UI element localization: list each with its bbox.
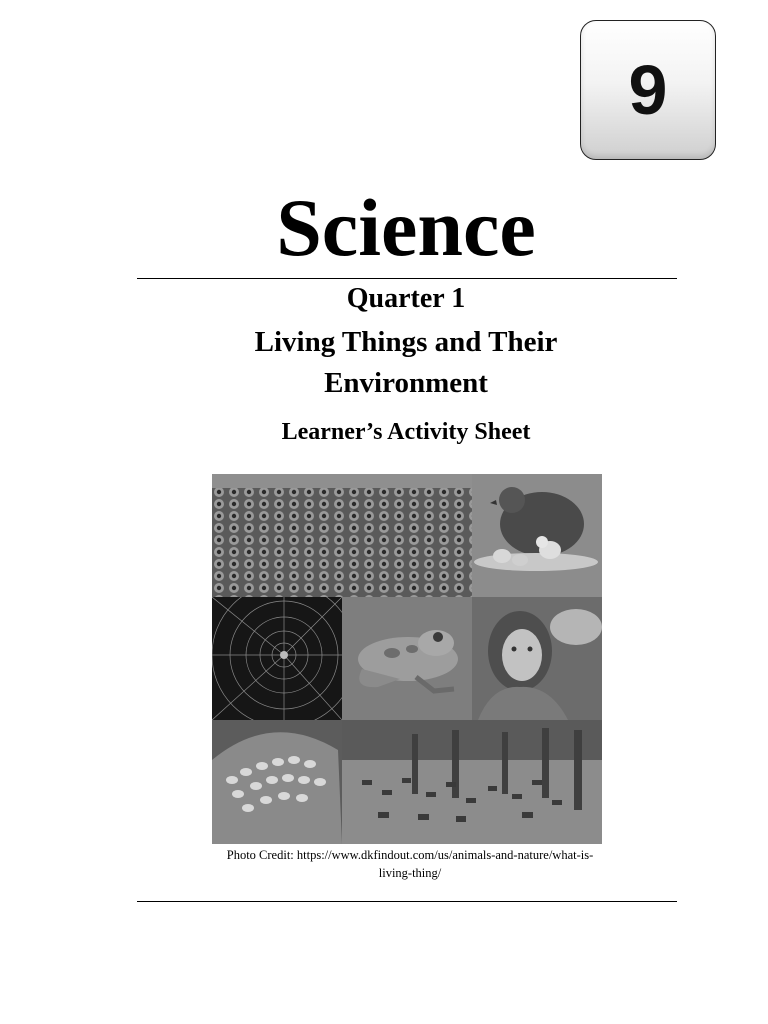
sunflower-field-photo [212, 474, 472, 597]
page-title: Science [276, 182, 536, 273]
topic-line-1: Living Things and Their [254, 326, 558, 358]
photo-credit-line-1: Photo Credit: https://www.dkfindout.com/us/animals-and-nature/what-is- [226, 848, 594, 862]
quarter-label: Quarter 1 [346, 283, 466, 314]
photo-credit-line-2: living-thing/ [378, 866, 442, 880]
topic-line-2: Environment [324, 367, 488, 399]
top-divider [137, 278, 677, 279]
deer-herd-photo [342, 720, 602, 844]
spider-web-photo [212, 597, 342, 720]
grade-badge [580, 20, 716, 160]
mushroom-cluster-photo [212, 720, 342, 844]
grade-number: 9 [628, 51, 668, 129]
child-in-hood-photo [472, 597, 602, 720]
hen-and-chicks-photo [472, 474, 602, 597]
topic-title [0, 322, 768, 404]
photo-credit [190, 846, 630, 882]
photo-collage [212, 474, 602, 844]
frog-photo [342, 597, 472, 720]
bottom-divider [137, 901, 677, 902]
sheet-label: Learner’s Activity Sheet [281, 419, 531, 445]
